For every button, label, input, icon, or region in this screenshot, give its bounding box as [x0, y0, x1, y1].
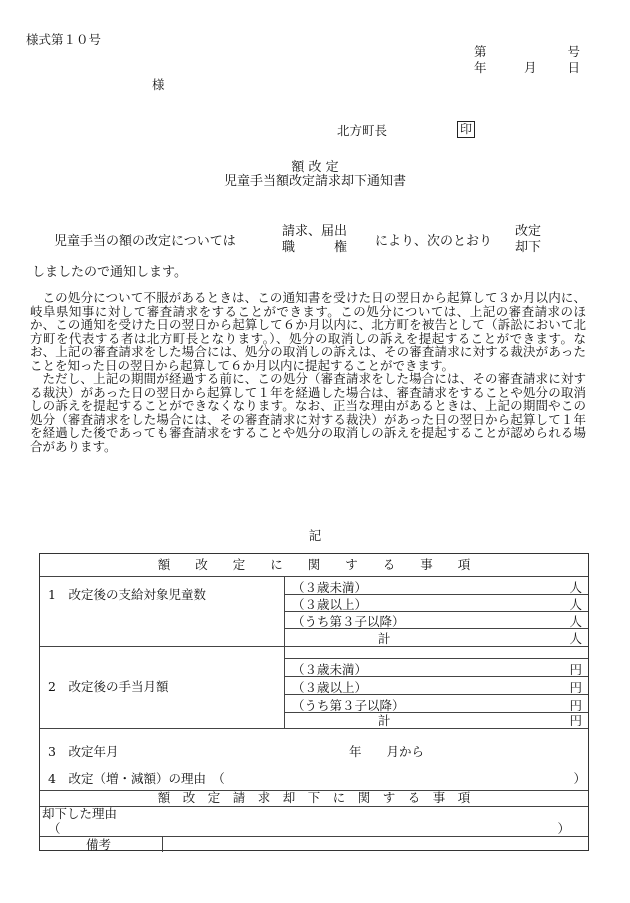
remarks-label: 備考	[86, 837, 112, 852]
reject-close-paren: ）	[557, 821, 570, 836]
item4-label: 4 改定（増・減額）の理由 （	[48, 771, 225, 786]
document-title: 児童手当額改定請求却下通知書	[223, 174, 406, 189]
appeal-paragraph-1: この処分について不服があるときは、この通知書を受けた日の翌日から起算して３か月以内に、岐阜県知事に対して審査請求をすることができます。この処分については、上記の審査請求のほか、この通知を受けた日の翌日から起算して６か月以内に、北方町を被告として（訴訟において北方町を代表する者は北方町長となります。）、処分の取消しの訴えを提起することができます。なお、上記の審査請求をした場合には、処分の取消しの訴えは、その審査請求に対する裁決があったことを知った日の翌日から起算して６か月以内に提起することができます。	[30, 290, 586, 373]
item4-close-paren: ）	[573, 771, 586, 786]
option-request: 請求、届出	[282, 224, 348, 239]
item1-over3: （３歳以上）	[292, 597, 368, 612]
option-ex-officio: 職 権	[282, 240, 348, 255]
issuer-name: 北方町長	[337, 123, 388, 138]
rule	[284, 658, 588, 659]
item1-total-label: 計	[378, 631, 391, 646]
opening-lead: 児童手当の額の改定については	[54, 234, 236, 249]
item3-label: 3 改定年月	[48, 744, 119, 759]
appeal-paragraph-2: ただし、上記の期間が経過する前に、この処分（審査請求をした場合には、その審査請求に対する裁決）があった日の翌日から起算して１年を経過した場合は、審査請求をすることや処分の取消しの訴えを提起することができなくなります。なお、正当な理由があるときは、上記の期間やこの処分（審査請求をした場合には、その審査請求に対する裁決）があった日の翌日から起算して１年を経過した後であっても審査請求をすることや処分の取消しの訴えを提起することが認められる場合があります。	[30, 371, 586, 454]
item2-unit: 円	[569, 680, 582, 695]
item1-third-child: （うち第３子以降）	[292, 614, 405, 629]
section-heading-rejection: 額 改 定 請 求 却 下 に 関 す る 事 項	[157, 790, 471, 805]
date-day: 日	[567, 60, 580, 75]
rule	[40, 646, 588, 647]
option-revise: 改定	[515, 224, 542, 239]
rule	[40, 836, 588, 837]
records-table	[39, 553, 589, 851]
ref-go: 号	[567, 44, 580, 59]
ref-dai: 第	[474, 44, 487, 59]
item1-under3: （３歳未満）	[292, 580, 368, 595]
section-heading-revision: 額 改 定 に 関 す る 事 項	[157, 557, 471, 572]
reject-open-paren: （	[48, 821, 61, 836]
item1-unit: 人	[569, 614, 582, 629]
seal-mark: 印	[457, 121, 475, 138]
document-title-top: 額 改 定	[291, 160, 339, 175]
reject-reason-label: 却下した理由	[42, 806, 118, 821]
column-divider	[162, 836, 163, 852]
rule	[40, 576, 588, 577]
ki-heading: 記	[308, 528, 322, 543]
item1-unit: 人	[569, 597, 582, 612]
reference-number	[474, 44, 580, 59]
item1-label: 1 改定後の支給対象児童数	[48, 587, 206, 602]
rule	[40, 728, 588, 729]
item1-unit: 人	[569, 631, 582, 646]
addressee-suffix: 様	[152, 77, 165, 92]
date-month: 月	[524, 60, 537, 75]
item2-unit: 円	[569, 698, 582, 713]
opening-end: しましたので通知します。	[32, 265, 187, 280]
item2-over3: （３歳以上）	[292, 680, 368, 695]
item2-label: 2 改定後の手当月額	[48, 679, 169, 694]
column-divider	[284, 576, 285, 728]
rule	[40, 806, 588, 807]
item2-unit: 円	[569, 662, 582, 677]
item2-total-label: 計	[378, 713, 391, 728]
appeal-notice	[30, 291, 586, 453]
item1-unit: 人	[569, 580, 582, 595]
opening-middle: により、次のとおり	[375, 234, 493, 249]
item3-value: 年 月から	[349, 744, 425, 759]
date-year: 年	[474, 60, 487, 75]
item2-under3: （３歳未満）	[292, 662, 368, 677]
option-reject: 却下	[515, 240, 542, 255]
item2-unit: 円	[569, 713, 582, 728]
form-number: 様式第１０号	[26, 32, 102, 47]
item2-third-child: （うち第３子以降）	[292, 698, 405, 713]
